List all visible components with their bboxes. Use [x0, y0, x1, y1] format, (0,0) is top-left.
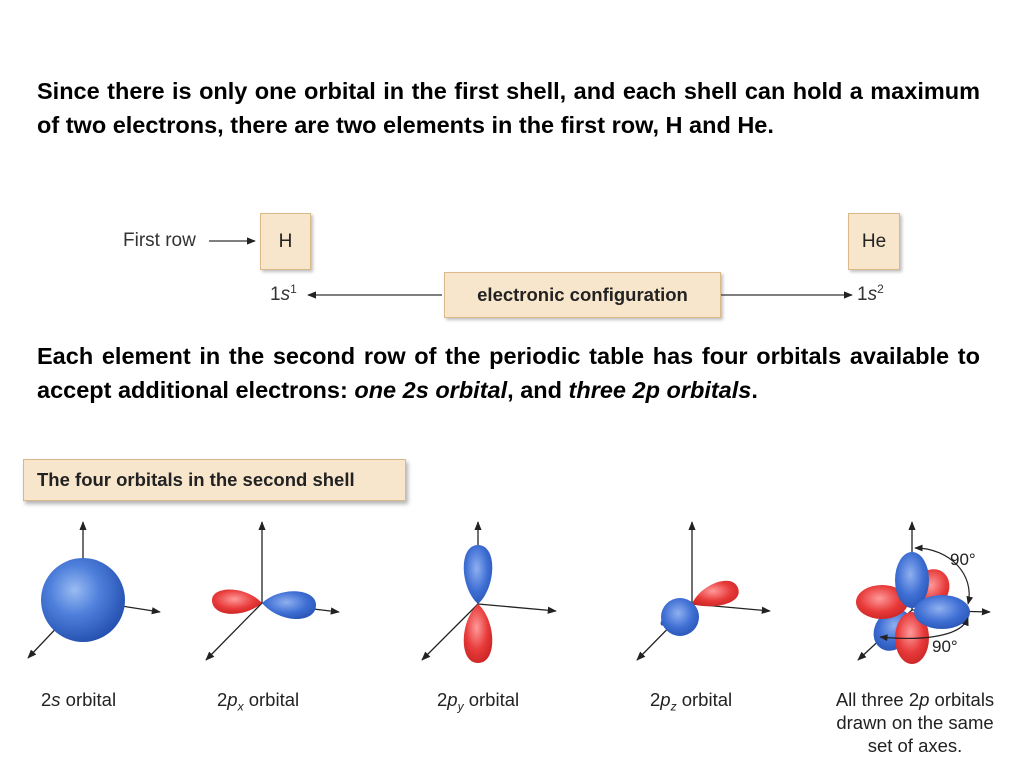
- caption-all-line1: All three 2p orbitals: [835, 689, 995, 710]
- second-row-paragraph: Each element in the second row of the periodic table has four orbitals available to accept additional electrons: one 2s orbital, and three 2p orbitals.: [37, 343, 980, 403]
- config-he: $1s^2$: [857, 282, 884, 305]
- caption-2s: 2s orbital: [41, 689, 117, 710]
- caption-all-line3: set of axes.: [867, 735, 963, 756]
- caption-2py: $2p_y$ orbital: [437, 689, 520, 714]
- angle-label-top: 90°: [950, 550, 976, 569]
- caption-all-three: [815, 688, 1015, 757]
- caption-2px: $2p_x$ orbital: [217, 689, 300, 714]
- intro-paragraph: Since there is only one orbital in the first shell, and each shell can hold a maximum of two electrons, there are two elements in the first row, H and He.: [37, 78, 980, 138]
- caption-2pz: $2p_z$ orbital: [650, 689, 733, 714]
- orbital-2s: [28, 522, 160, 658]
- orbitals-banner: The four orbitals in the second shell: [23, 459, 406, 501]
- orbital-2py: [422, 522, 556, 663]
- orbital-2px: [206, 522, 339, 660]
- first-row-label: First row: [123, 230, 196, 251]
- orbital-2pz: [637, 522, 770, 660]
- caption-all-line2: drawn on the same: [836, 712, 994, 733]
- electronic-configuration-label: electronic configuration: [477, 284, 688, 305]
- orbitals-combined: [856, 522, 990, 664]
- config-h: $1s^1$: [270, 282, 297, 305]
- angle-label-bottom: 90°: [932, 637, 958, 656]
- first-row-arrows: [209, 241, 852, 295]
- element-symbol-h: H: [278, 230, 293, 252]
- element-symbol-he: He: [861, 230, 887, 252]
